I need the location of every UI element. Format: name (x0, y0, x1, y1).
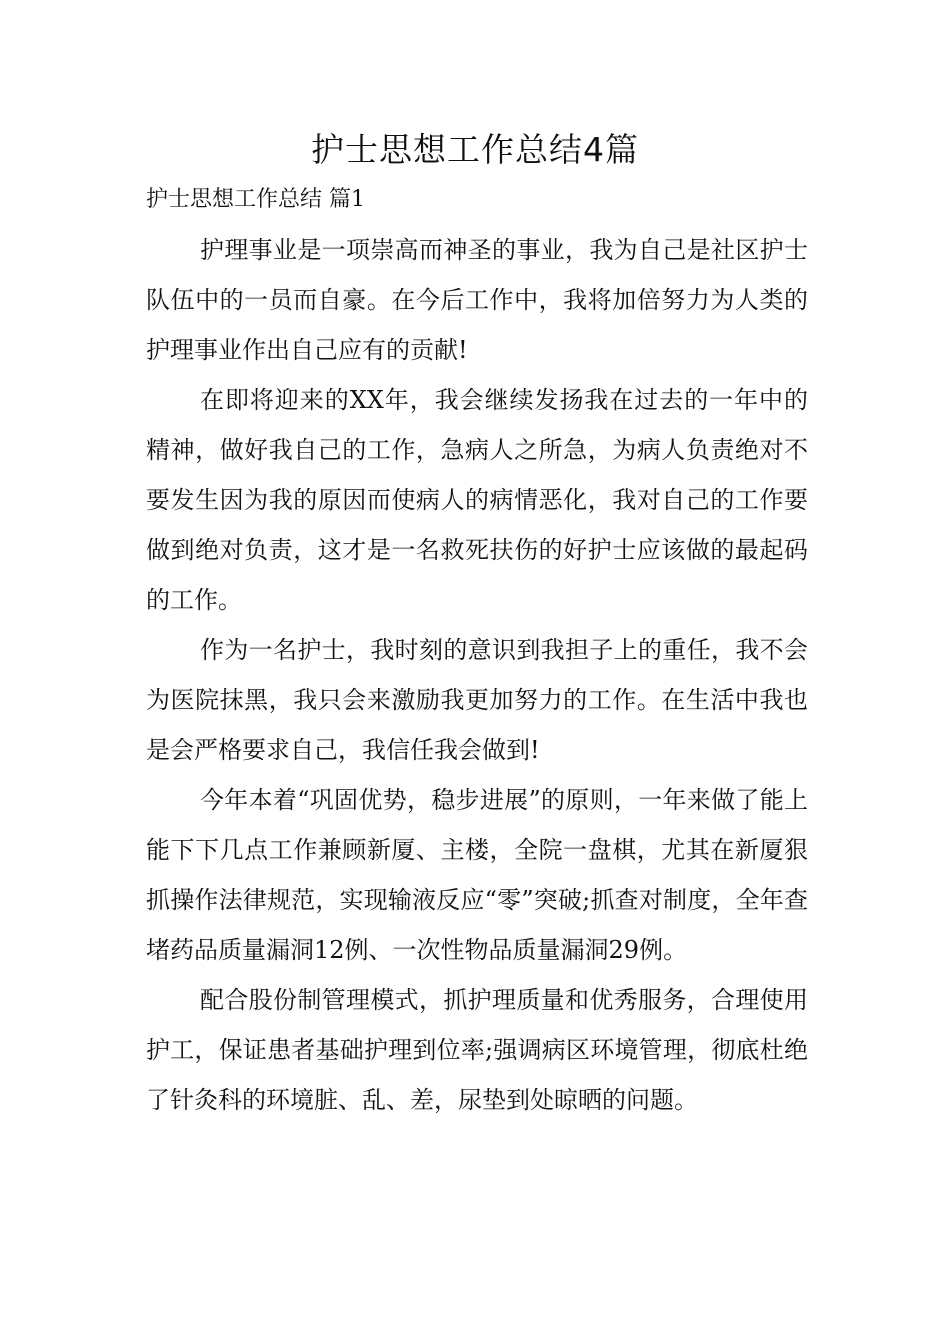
paragraph: 作为一名护士，我时刻的意识到我担子上的重任，我不会为医院抹黑，我只会来激励我更加努力的工作。在生活中我也是会严格要求自己，我信任我会做到! (146, 636, 808, 764)
document-title: 护士思想工作总结4篇 (311, 130, 639, 169)
paragraph: 在即将迎来的XX年，我会继续发扬我在过去的一年中的精神，做好我自己的工作，急病人之所急，为病人负责绝对不要发生因为我的原因而使病人的病情恶化，我对自己的工作要做到绝对负责，这才是一名救死扶伤的好护士应该做的最起码的工作。 (146, 386, 808, 614)
paragraph: 护理事业是一项崇高而神圣的事业，我为自己是社区护士队伍中的一员而自豪。在今后工作中，我将加倍努力为人类的护理事业作出自己应有的贡献! (146, 236, 808, 364)
document-body (146, 225, 808, 1125)
paragraph: 今年本着“巩固优势，稳步进展”的原则，一年来做了能上能下下几点工作兼顾新厦、主楼，全院一盘棋，尤其在新厦狠抓操作法律规范，实现输液反应“零”突破;抓查对制度，全年查堵药品质量漏洞12例、一次性物品质量漏洞29例。 (146, 786, 808, 964)
section-heading: 护士思想工作总结 篇1 (146, 187, 365, 212)
paragraph: 配合股份制管理模式，抓护理质量和优秀服务，合理使用护工，保证患者基础护理到位率;强调病区环境管理，彻底杜绝了针灸科的环境脏、乱、差，尿垫到处晾晒的问题。 (146, 986, 808, 1114)
